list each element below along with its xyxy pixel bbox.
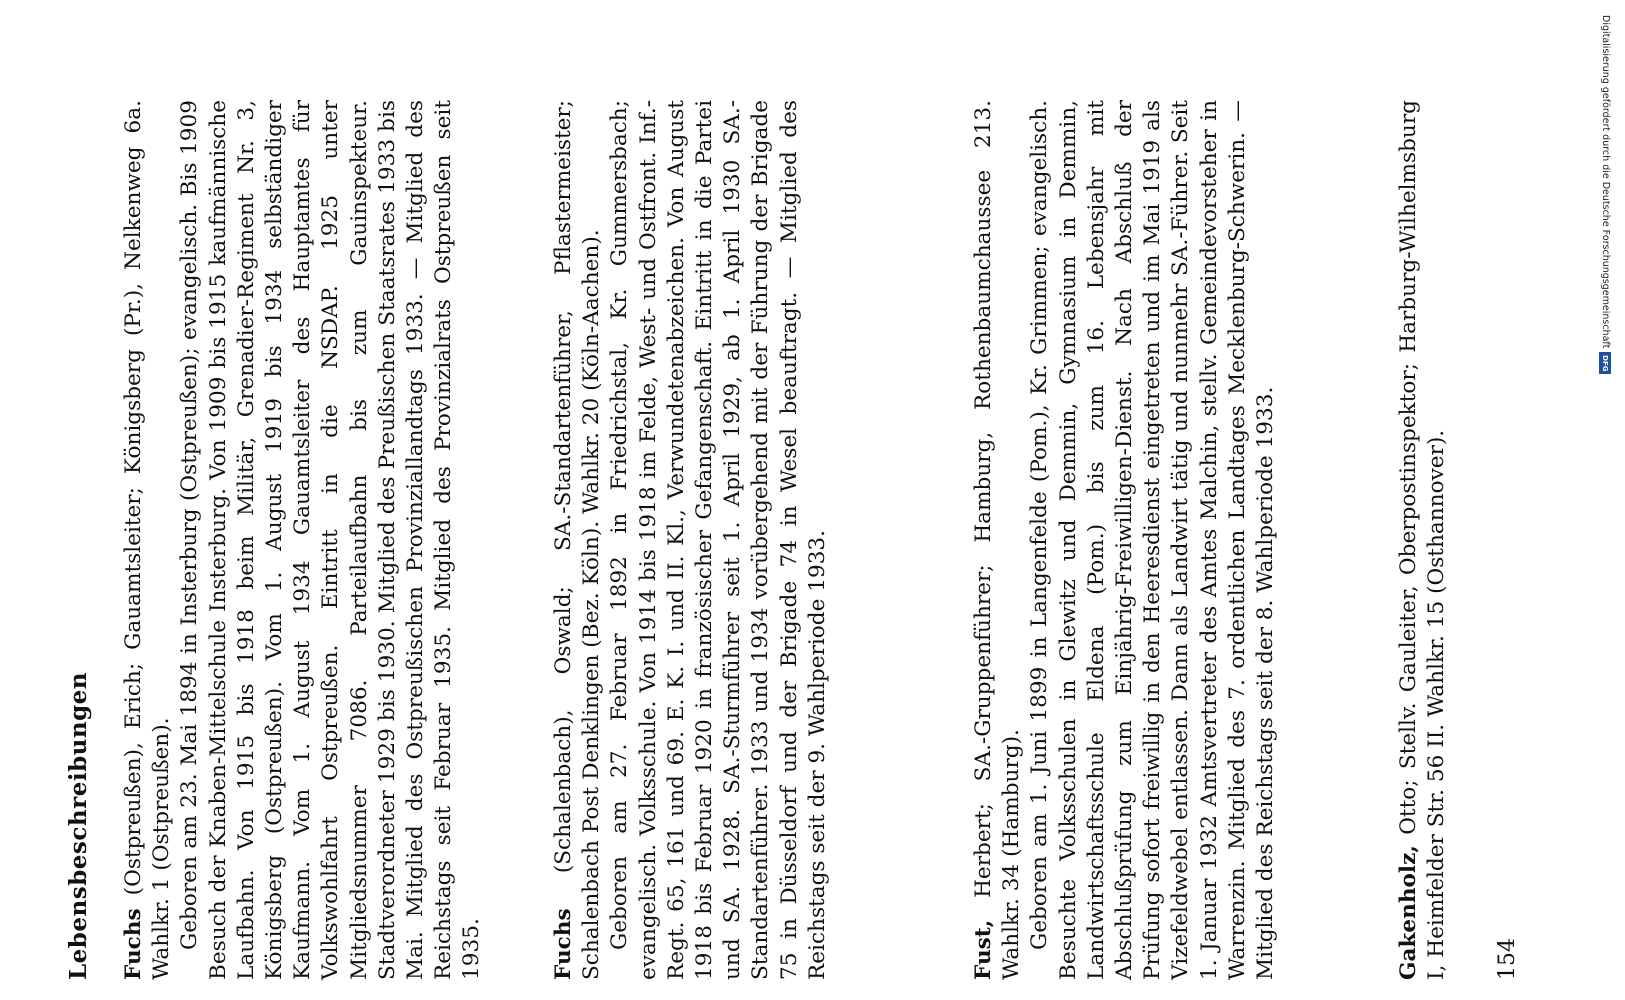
entry-heading bbox=[120, 100, 176, 980]
entry-intro: (Schalenbach), Oswald; SA.-Standartenführer, Pflastermeister; Schalenbach Post Denklingen (Bez. Köln). Wahlkr. 20 (Köln-Aachen). bbox=[551, 100, 605, 980]
funding-note bbox=[1595, 15, 1615, 955]
entry-intro: Herbert; SA.-Gruppenführer; Hamburg, Rothenbaumchaussee 213. Wahlkr. 34 (Hamburg). bbox=[971, 100, 1025, 980]
funding-note-text bbox=[1595, 15, 1615, 955]
biography-entry bbox=[1395, 100, 1451, 980]
document-page bbox=[30, 20, 1590, 980]
entry-body: Geboren am 1. Juni 1899 in Langenfelde (Pom.), Kr. Grimmen; evangelisch. Besuchte Volksschulen in Glewitz und Demmin, Gymnasium in Demmin, Landwirtschaftsschule Eldena (Pom.) bis zum 16. Lebensjahr mit Abschlußprüfung zum Einjährig-Freiwilligen-Dienst. Nach Abschluß der Prüfung sofort freiwillig in den Heeresdienst eingetreten und im Mai 1919 als Vizefeldwebel entlassen. Dann als Landwirt tätig und nunmehr SA.-Führer. Seit 1. Januar 1932 Amtsvertreter des Amtes Malchin, stellv. Gemeindevorsteher in Warrenzin. Mitglied des 7. ordentlichen Landtages Mecklenburg-Schwerin. — Mitglied des Reichstags seit der 8. Wahlperiode 1933. bbox=[1027, 100, 1279, 980]
entry-surname: Gakenholz, bbox=[1396, 845, 1421, 980]
entry-surname: Fust, bbox=[971, 919, 996, 980]
entry-body: Geboren am 27. Februar 1892 in Friedrichstal, Kr. Gummersbach; evangelisch. Volksschule. Von 1914 bis 1918 im Felde, West- und Ostfront. Inf.-Regt. 65, 161 und 69. E. K. I. und II. Kl., Verwundetenabzeichen. Von August 1918 bis Februar 1920 in französischer Gefangenschaft. Eintritt in die Partei und SA. 1928. SA.-Sturmführer seit 1. April 1929, ab 1. April 1930 SA.-Standartenführer. 1933 und 1934 vorübergehend mit der Führung der Brigade 75 in Düsseldorf und der Brigade 74 in Wesel beauftragt. — Mitglied des Reichstags seit der 9. Wahlperiode 1933. bbox=[607, 100, 830, 980]
page-number: 154 bbox=[1495, 938, 1520, 980]
page-header: Lebensbeschreibungen bbox=[65, 671, 92, 980]
entry-surname: Fuchs bbox=[551, 908, 576, 980]
biography-entry bbox=[970, 100, 1280, 980]
entry-surname: Fuchs bbox=[121, 908, 146, 980]
biography-entry bbox=[120, 100, 487, 980]
entry-body: Geboren am 23. Mai 1894 in Insterburg (Ostpreußen); evangelisch. Bis 1909 Besuch der Knaben-Mittelschule Insterburg. Von 1909 bis 1915 kaufmännische Laufbahn. Von 1915 bis 1918 beim Militär, Grenadier-Regiment Nr. 3, Königsberg (Ostpreußen). Vom 1. August 1919 bis 1934 selbständiger Kaufmann. Vom 1. August 1934 Gauamtsleiter des Hauptamtes für Volkswohlfahrt Ostpreußen. Eintritt in die NSDAP. 1925 unter Mitgliedsnummer 7086. Parteilaufbahn bis zum Gauinspekteur. Stadtverordneter 1929 bis 1930. Mitglied des Preußischen Staatsrates 1933 bis Mai. Mitglied des Ostpreußischen Provinziallandtags 1933. — Mitglied des Reichstags seit Februar 1935. Mitglied des Provinzialrats Ostpreußen seit 1935. bbox=[177, 100, 485, 980]
biography-entry bbox=[550, 100, 832, 980]
entry-heading bbox=[970, 100, 1026, 980]
entry-heading bbox=[1395, 100, 1451, 980]
entry-intro: Otto; Stellv. Gauleiter, Oberpostinspektor; Harburg-Wilhelmsburg I, Heimfelder Str. 56 II. Wahlkr. 15 (Osthannover). bbox=[1396, 100, 1450, 980]
dfg-logo: DFG bbox=[1600, 352, 1612, 374]
funding-note-label: Digitalisierung gefördert durch die Deutsche Forschungsgemeinschaft bbox=[1600, 15, 1611, 349]
entry-intro: (Ostpreußen), Erich; Gauamtsleiter; Königsberg (Pr.), Nelkenweg 6a. Wahlkr. 1 (Ostpreußen). bbox=[121, 100, 175, 980]
entry-heading bbox=[550, 100, 606, 980]
